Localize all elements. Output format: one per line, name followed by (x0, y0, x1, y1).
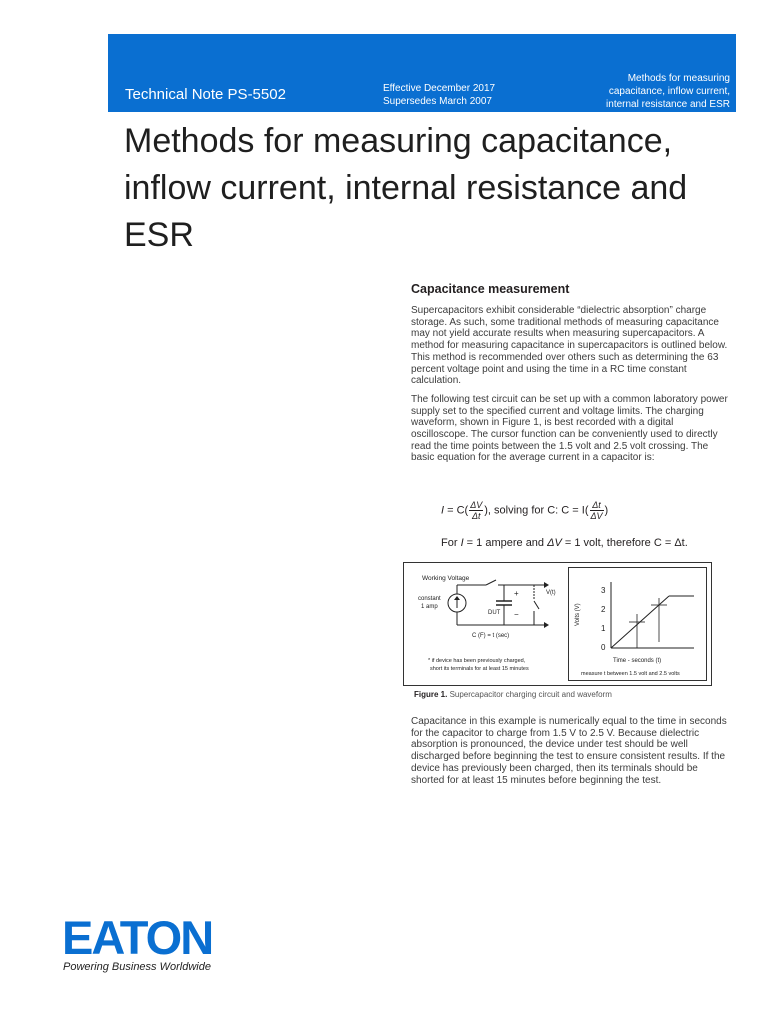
eq-text: = 1 ampere and (463, 537, 548, 549)
minus-sign: − (514, 610, 519, 619)
charging-circuit-diagram (404, 563, 568, 685)
y-tick-label: 1 (601, 624, 606, 633)
working-voltage-label: Working Voltage (422, 575, 470, 582)
header-topic-line: internal resistance and ESR (606, 99, 730, 110)
paragraph: Supercapacitors exhibit considerable “dielectric absorption” charge storage. As such, some traditional methods of measuring capacitance may not yield accurate results when measuring supercapacitors. A method for measuring capacitance in supercapacitors is outlined below. This method is recommended over others such as determining the 63 percent voltage point and using the time in a RC time constant calculation. (411, 305, 728, 387)
short-switch (534, 601, 539, 609)
y-tick-label: 3 (601, 586, 606, 595)
eaton-wordmark: EATON (62, 912, 213, 960)
figure-1 (403, 562, 712, 686)
header-topic-line: capacitance, inflow current, (608, 86, 730, 97)
capacitance-conclusion (411, 716, 731, 793)
eq-num: Δt (590, 500, 604, 511)
eq-den: Δt (471, 511, 481, 521)
supersedes-line: Supersedes March 2007 (383, 96, 492, 107)
plus-sign: + (514, 589, 519, 598)
eq-fraction (469, 500, 483, 521)
eq-voltage-var: ΔV (547, 537, 562, 549)
current-equation-line2 (441, 537, 688, 549)
eq-text: For (441, 537, 461, 549)
header-topic (560, 72, 730, 111)
arrow-icon (544, 622, 549, 628)
cf-label: C (F) = t (sec) (472, 633, 510, 639)
effective-date (383, 82, 495, 108)
note-line: * if device has been previously charged, (428, 658, 526, 664)
header-band (108, 34, 736, 112)
header-topic-line: Methods for measuring (627, 73, 730, 84)
vt-label: V(t) (546, 590, 556, 596)
title-line: inflow current, internal resistance and (124, 169, 688, 207)
eq-text: = C( (444, 504, 469, 517)
dut-label: DUT (488, 610, 501, 616)
switch (486, 580, 496, 585)
y-axis-label: Volts (V) (575, 603, 581, 626)
eaton-logo (62, 912, 258, 982)
figure-caption (414, 690, 612, 699)
eq-den: ΔV (590, 511, 603, 521)
waveform-graph (568, 567, 707, 681)
paragraph: Capacitance in this example is numerically equal to the time in seconds for the capacitor to charge from 1.5 V to 2.5 V. Because dielectric absorption is pronounced, the device under test should be well discharged before beginning the test to ensure consistent results. If the device has previously been charged, then its terminals should be shorted for at least 15 minutes before beginning the test. (411, 716, 727, 786)
amp-label: 1 amp (421, 604, 438, 610)
paragraph: The following test circuit can be set up with a common laboratory power supply set to the specified current and voltage limits. The charging waveform, shown in Figure 1, is best recorded with a digital oscilloscope. The cursor function can be conveniently used to directly read the time points between the 1.5 volt and 2.5 volt crossing. The basic equation for the average current in a capacitor is: (411, 393, 728, 464)
y-tick-label: 0 (601, 643, 606, 652)
page-title (124, 118, 734, 259)
current-equation (441, 500, 608, 521)
arrow-icon (454, 596, 460, 600)
capacitance-section (411, 282, 731, 471)
eq-text: = 1 volt, therefore C = Δt. (561, 537, 688, 549)
figure-caption-label: Figure 1. (414, 690, 448, 699)
note-line: short its terminals for at least 15 minutes (430, 666, 529, 672)
measure-note: measure t between 1.5 volt and 2.5 volts (581, 671, 680, 677)
eq-fraction (590, 500, 604, 521)
title-line: ESR (124, 216, 194, 254)
logo-tagline: Powering Business Worldwide (63, 961, 211, 973)
eq-num: ΔV (470, 500, 483, 510)
constant-label: constant (418, 596, 441, 602)
eq-text: ) (604, 504, 609, 517)
arrow-icon (544, 582, 549, 588)
technical-note-title: Technical Note PS-5502 (125, 86, 286, 103)
effective-line: Effective December 2017 (383, 83, 496, 94)
x-axis-label: Time - seconds (t) (613, 658, 662, 664)
y-tick-label: 2 (601, 605, 606, 614)
eq-current-var: I (460, 537, 464, 549)
eq-current-var: I (441, 504, 445, 517)
eaton-wordmark-icon (62, 912, 258, 960)
figure-caption-text: Supercapacitor charging circuit and waveform (447, 690, 612, 699)
title-line: Methods for measuring capacitance, (124, 122, 673, 160)
eq-text: ), solving for C: C = I( (484, 504, 589, 517)
section-heading: Capacitance measurement (411, 282, 570, 296)
charging-waveform (569, 568, 706, 680)
